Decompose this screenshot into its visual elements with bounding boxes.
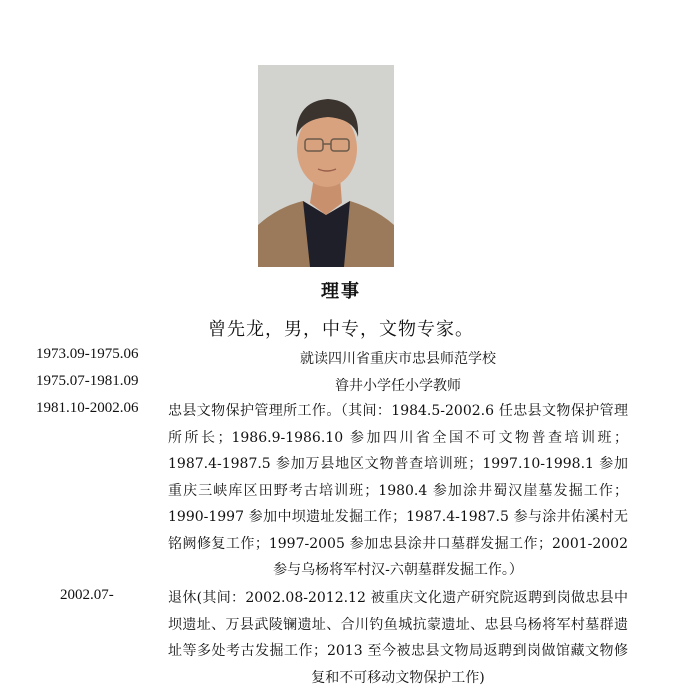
timeline-text: 忠县文物保护管理所工作。（其间：1984.5-2002.6 任忠县文物保护管理所所长；1986.9-1986.10 参加四川省全国不可文物普查培训班；1987.4-1987.5 参加万县地区文物普查培训班；1997.10-1998.1 参加重庆三峡库区田野考古培训班；1980.4 参加涂井蜀汉崖墓发掘工作；1990-1997 参加中坝遗址发掘工作；1987.4-1987.5 参与涂井佑溪村无铭阙修复工作；1997-2005 参加忠县涂井口墓群发掘工作；2001-2002 参与乌杨将军村汉-六朝墓群发掘工作。） — [168, 403, 628, 578]
timeline-date: 1975.07-1981.09 — [36, 373, 139, 389]
timeline-text: 退休(其间：2002.08-2012.12 被重庆文化遗产研究院返聘到岗做忠县中坝遗址、万县武陵镧遗址、合川钓鱼城抗蒙遗址、忠县乌杨将军村墓群遗址等多处考古发掘工作；2013 至今被忠县文物局返聘到岗做馆藏文物修复和不可移动文物保护工作) — [168, 590, 628, 686]
profile-intro: 曾先龙，男，中专，文物专家。 — [208, 319, 474, 340]
timeline-date: 1973.09-1975.06 — [36, 346, 139, 362]
timeline-text: 㽏井小学任小学教师 — [335, 378, 461, 394]
timeline-date: 2002.07- — [60, 587, 114, 603]
profile-photo — [258, 65, 394, 267]
portrait-image — [258, 65, 394, 267]
board-role-title: 理事 — [321, 281, 361, 302]
timeline-date: 1981.10-2002.06 — [36, 400, 139, 416]
timeline-text: 就读四川省重庆市忠县师范学校 — [300, 351, 496, 367]
